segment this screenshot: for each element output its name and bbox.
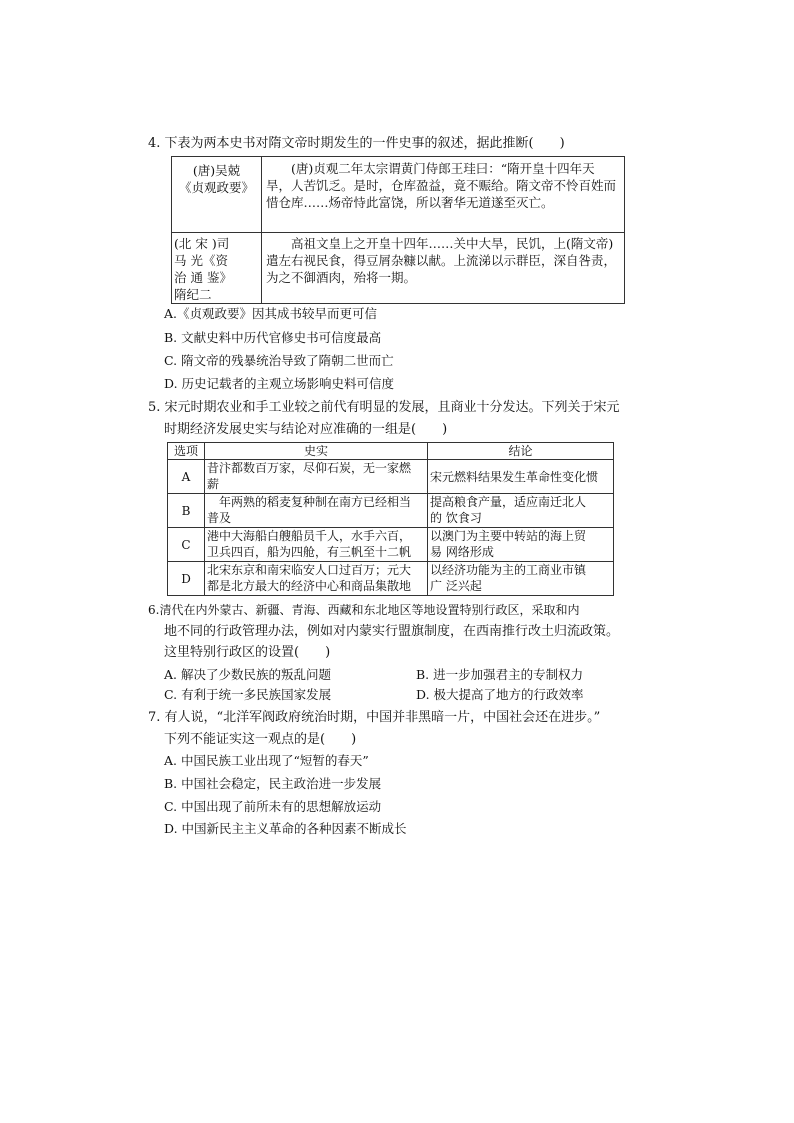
table-header-row (168, 443, 614, 460)
text-cell (262, 233, 625, 304)
header-fact: 史实 (205, 443, 428, 460)
q6-option-d: D. 极大提高了地方的行政效率 (416, 687, 584, 702)
q7-option-d: D. 中国新民主主义革命的各种因素不断成长 (164, 821, 407, 836)
source-line: 《贞观政要》 (178, 180, 254, 195)
fact-line: 都是北方最大的经济中心和商品集散地 (207, 579, 412, 593)
q6-stem-line-3: 这里特别行政区的设置( ) (164, 645, 331, 660)
source-cell (172, 233, 262, 304)
option-cell: C (168, 528, 205, 562)
q4-source-table (171, 156, 625, 304)
conclusion-line: 广 泛兴起 (430, 579, 482, 593)
fact-line: 北宋东京和南宋临安人口过百万；元大 (207, 563, 412, 577)
fact-line: 普及 (207, 511, 232, 525)
fact-cell (205, 460, 428, 494)
text-line: 旱，人苦饥乏。是时，仓库盈益，竟不赈给。隋文帝不怜百姓而 (266, 178, 617, 193)
source-line: 马 光《资 (174, 253, 228, 268)
source-line: (北 宋 )司 (174, 236, 230, 251)
table-row (172, 233, 625, 304)
option-cell: B (168, 494, 205, 528)
option-cell: D (168, 562, 205, 596)
q7-option-a: A. 中国民族工业出现了“短暂的春天” (164, 753, 369, 768)
conclusion-line: 以澳门为主要中转站的海上贸 (430, 529, 587, 543)
q5-options-table (167, 442, 614, 596)
table-row (168, 460, 614, 494)
q7-option-b: B. 中国社会稳定，民主政治进一步发展 (164, 776, 382, 791)
conclusion-cell (428, 494, 614, 528)
header-option: 选项 (168, 443, 205, 460)
text-line: 高祖文皇上之开皇十四年……关中大旱，民饥，上(隋文帝) (266, 236, 614, 251)
source-line: 隋纪二 (174, 287, 212, 302)
q5-stem-line-1: 5. 宋元时期农业和手工业较之前代有明显的发展，且商业十分发达。下列关于宋元 (148, 400, 620, 415)
fact-line: 港中大海船白艘船员千人，水手六百， (207, 529, 412, 543)
source-line: 治 通 鉴》 (174, 270, 232, 285)
conclusion-cell (428, 562, 614, 596)
fact-cell (205, 528, 428, 562)
q5-stem-line-2: 时期经济发展史实与结论对应准确的一组是( ) (164, 422, 448, 437)
conclusion-cell (428, 460, 614, 494)
q4-option-d: D. 历史记载者的主观立场影响史料可信度 (164, 376, 395, 391)
conclusion-cell (428, 528, 614, 562)
text-line: (唐)贞观二年太宗谓黄门侍郎王珪曰：“隋开皇十四年天 (266, 161, 595, 176)
q4-stem: 4. 下表为两本史书对隋文帝时期发生的一件史事的叙述，据此推断( ) (148, 136, 565, 151)
source-line: (唐)吴兢 (192, 163, 241, 178)
q4-option-c: C. 隋文帝的残暴统治导致了隋朝二世而亡 (164, 353, 394, 368)
table-row (172, 157, 625, 233)
text-cell (262, 157, 625, 233)
conclusion-line: 易 网络形成 (430, 545, 494, 559)
q7-option-c: C. 中国出现了前所未有的思想解放运动 (164, 799, 382, 814)
q6-stem-line-2: 地不同的行政管理办法，例如对内蒙实行盟旗制度，在西南推行改土归流政策。 (164, 624, 620, 639)
fact-line: 年两熟的稻麦复种制在南方已经相当 (207, 495, 412, 509)
header-conclusion: 结论 (428, 443, 614, 460)
fact-line: 卫兵四百，船为四舱，有三帆至十二帆 (207, 545, 412, 559)
q6-option-a: A. 解决了少数民族的叛乱问题 (164, 667, 331, 682)
q7-stem-line-1: 7. 有人说，“北洋军阀政府统治时期，中国并非黑暗一片，中国社会还在进步。” (148, 710, 601, 725)
fact-line: 昔汴都数百万家，尽仰石炭，无一家燃 (207, 461, 412, 475)
fact-cell (205, 494, 428, 528)
q4-option-b: B. 文献史料中历代官修史书可信度最高 (164, 330, 382, 345)
conclusion-line: 的 饮食习 (430, 511, 482, 525)
table-row (168, 494, 614, 528)
conclusion-line: 提高粮食产量，适应南迁北人 (430, 495, 587, 509)
q7-stem-line-2: 下列不能证实这一观点的是( ) (164, 732, 357, 747)
option-cell: A (168, 460, 205, 494)
fact-line: 薪 (207, 477, 220, 491)
q6-option-c: C. 有利于统一多民族国家发展 (164, 687, 332, 702)
conclusion-line: 宋元燃料结果发生革命性变化惯 (430, 469, 599, 484)
text-line: 遣左右视民食，得豆屑杂糠以献。上流涕以示群臣，深自咎责， (266, 253, 617, 268)
source-cell (172, 157, 262, 233)
table-row (168, 528, 614, 562)
text-line: 为之不御酒肉，殆将一期。 (266, 270, 417, 285)
q6-option-b: B. 进一步加强君主的专制权力 (416, 667, 584, 682)
q4-option-a: A.《贞观政要》因其成书较早而更可信 (164, 306, 378, 321)
conclusion-line: 以经济功能为主的工商业市镇 (430, 563, 587, 577)
q6-stem-line-1: 6.清代在内外蒙古、新疆、青海、西藏和东北地区等地设置特别行政区，采取和内 (148, 603, 580, 617)
fact-cell (205, 562, 428, 596)
text-line: 惜仓库……炀帝恃此富饶，所以奢华无道遂至灭亡。 (266, 195, 554, 210)
table-row (168, 562, 614, 596)
